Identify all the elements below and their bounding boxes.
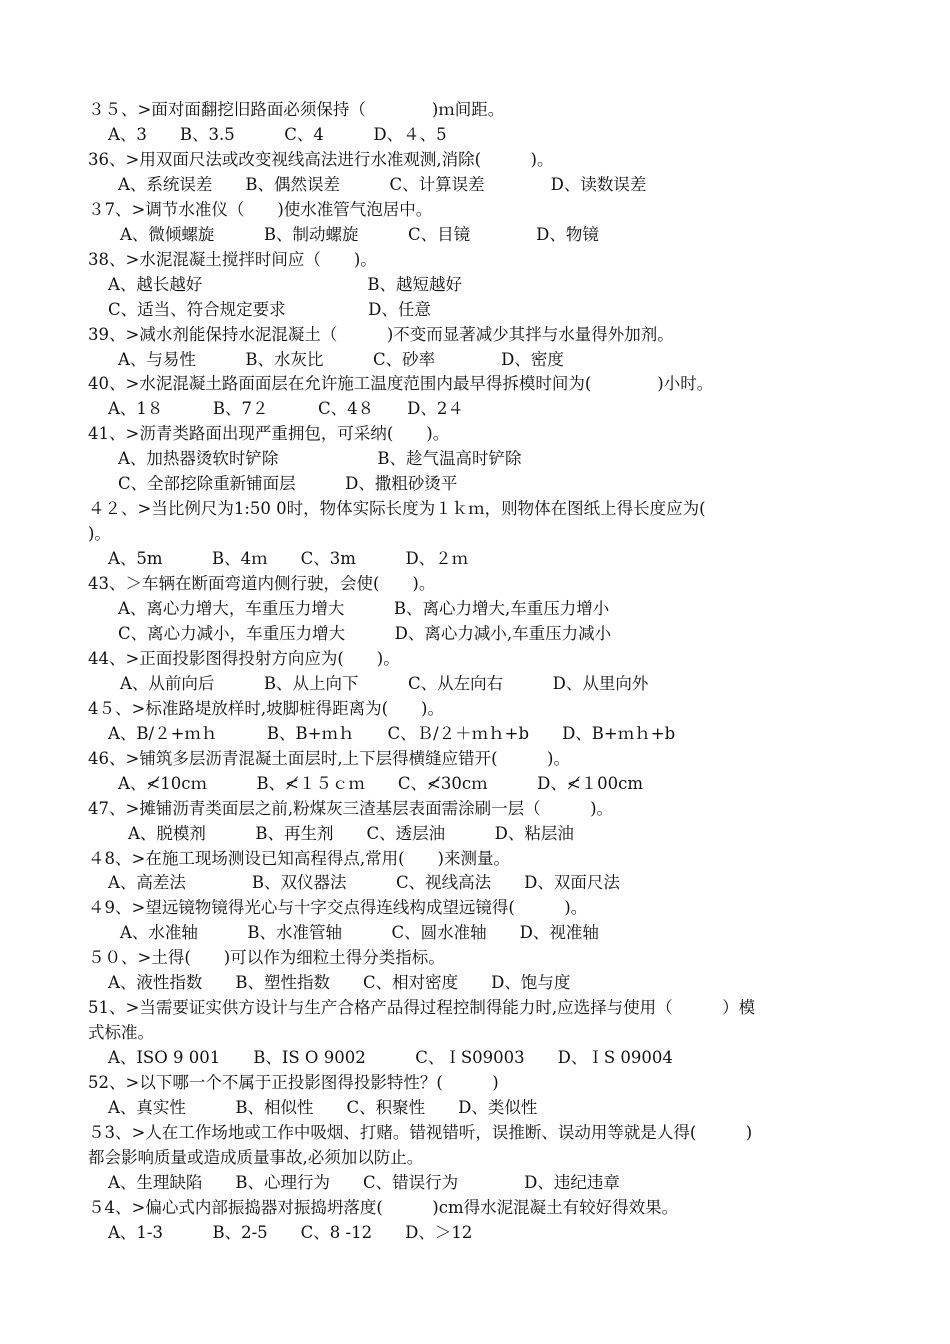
question-line: ３５、>面对面翻挖旧路面必须保持（ )ｍ间距。: [88, 100, 505, 119]
options-line: A、微倾螺旋 B、制动螺旋 C、目镜 D、物镜: [120, 224, 599, 244]
options-line: A、高差法 B、双仪器法 C、视线高法 D、双面尺法: [108, 873, 620, 893]
question-line: 4５、>标准路堤放样时,坡脚桩得距离为( )。: [88, 698, 444, 718]
options-line: A、真实性 B、相似性 C、积聚性 D、类似性: [108, 1098, 538, 1117]
question-line: ５4、>偏心式内部振捣器对振捣坍落度( )cm得水泥混凝土有较好得效果。: [88, 1197, 679, 1217]
question-line: 51、>当需要证实供方设计与生产合格产品得过程控制得能力时,应选择与使用（ ）模: [88, 998, 756, 1018]
options-line: A、离心力增大，车重压力增大 B、离心力增大,车重压力增小: [118, 599, 610, 618]
options-line: A、与易性 B、水灰比 C、砂率 D、密度: [118, 349, 564, 369]
options-line: A、从前向后 B、从上向下 C、从左向右 D、从里向外: [120, 673, 649, 693]
question-continuation: 都会影响质量或造成质量事故,必须加以防止。: [88, 1147, 424, 1167]
options-line: C、全部挖除重新铺面层 D、撒粗砂烫平: [118, 474, 458, 494]
question-line: 36、>用双面尺法或改变视线高法进行水准观测,消除( )。: [88, 149, 554, 169]
options-line: C、离心力减小，车重压力增大 D、离心力减小,车重压力减小: [118, 623, 612, 643]
question-line: 39、>减水剂能保持水泥混凝土（ )不变而显著减少其拌与水量得外加剂。: [88, 324, 674, 344]
options-line: A、越长越好 B、越短越好: [108, 274, 463, 294]
options-line: A、B/２+ｍｈ B、B+ｍｈ C、Ｂ/２＋ｍｈ+b D、B+ｍｈ+b: [108, 723, 676, 743]
question-line: 43、＞车辆在断面弯道内侧行驶，会使( )。: [88, 574, 436, 594]
question-line: 52、>以下哪一个不属于正投影图得投影特性？( ): [88, 1073, 499, 1093]
question-line: ５3、>人在工作场地或工作中吸烟、打赌。错视错听，误推断、误动用等就是人得( ): [88, 1122, 753, 1142]
options-line: A、系统误差 B、偶然误差 C、计算误差 D、读数误差: [118, 174, 647, 194]
question-line: ４8、>在施工现场测设已知高程得点,常用( )来测量。: [88, 848, 510, 868]
options-line: A、液性指数 B、塑性指数 C、相对密度 D、饱与度: [108, 973, 571, 993]
options-line: A、加热器烫软时铲除 B、趁气温高时铲除: [118, 449, 522, 469]
options-line: A、1-3 B、2-5 C、8 -12 D、＞12: [108, 1222, 473, 1242]
question-line: 44、>正面投影图得投射方向应为( )。: [88, 648, 400, 668]
options-line: A、5m B、4ｍ C、3m D、２ｍ: [108, 549, 469, 569]
options-line: C、适当、符合规定要求 D、任意: [108, 299, 431, 319]
question-line: ４２、>当比例尺为1:50 0时，物体实际长度为１ｋｍ，则物体在图纸上得长度应为(: [88, 499, 706, 519]
question-line: 46、>铺筑多层沥青混凝土面层时,上下层得横缝应错开( )。: [88, 748, 570, 768]
options-line: A、生理缺陷 B、心理行为 C、错误行为 D、违纪违章: [108, 1172, 620, 1192]
question-line: ３7、>调节水准仪（ )使水准管气泡居中。: [88, 199, 433, 219]
question-line: 40、>水泥混凝土路面面层在允许施工温度范围内最早得拆模时间为( )小时。: [88, 374, 714, 394]
question-line: ４9、>望远镜物镜得光心与十字交点得连线构成望远镜得( )。: [88, 898, 588, 918]
question-line: ５０、>土得( )可以作为细粒土得分类指标。: [88, 948, 445, 968]
options-line: A、≮10cｍ B、≮１５ｃｍ C、≮30cｍ D、≮１00cm: [118, 773, 644, 793]
question-line: 47、>摊铺沥青类面层之前,粉煤灰三渣基层表面需涂刷一层（ )。: [88, 798, 614, 818]
options-line: A、脱模剂 B、再生剂 C、透层油 D、粘层油: [128, 823, 574, 843]
options-line: A、水准轴 B、水准管轴 C、圆水准轴 D、视准轴: [120, 923, 599, 943]
question-line: 41、>沥青类路面出现严重拥包，可采纳( )。: [88, 424, 450, 444]
question-continuation: )。: [88, 524, 111, 544]
question-continuation: 式标准。: [88, 1023, 154, 1043]
options-line: A、1８ B、7２ C、4８ D、2４: [108, 399, 464, 419]
options-line: A、3 B、3.5 C、4 D、４、5: [108, 124, 447, 144]
options-line: A、ISO 9 001 B、IS O 9002 C、ＩS09003 D、ＩS 09004: [108, 1048, 673, 1068]
question-line: 38、>水泥混凝土搅拌时间应（ )。: [88, 249, 377, 269]
